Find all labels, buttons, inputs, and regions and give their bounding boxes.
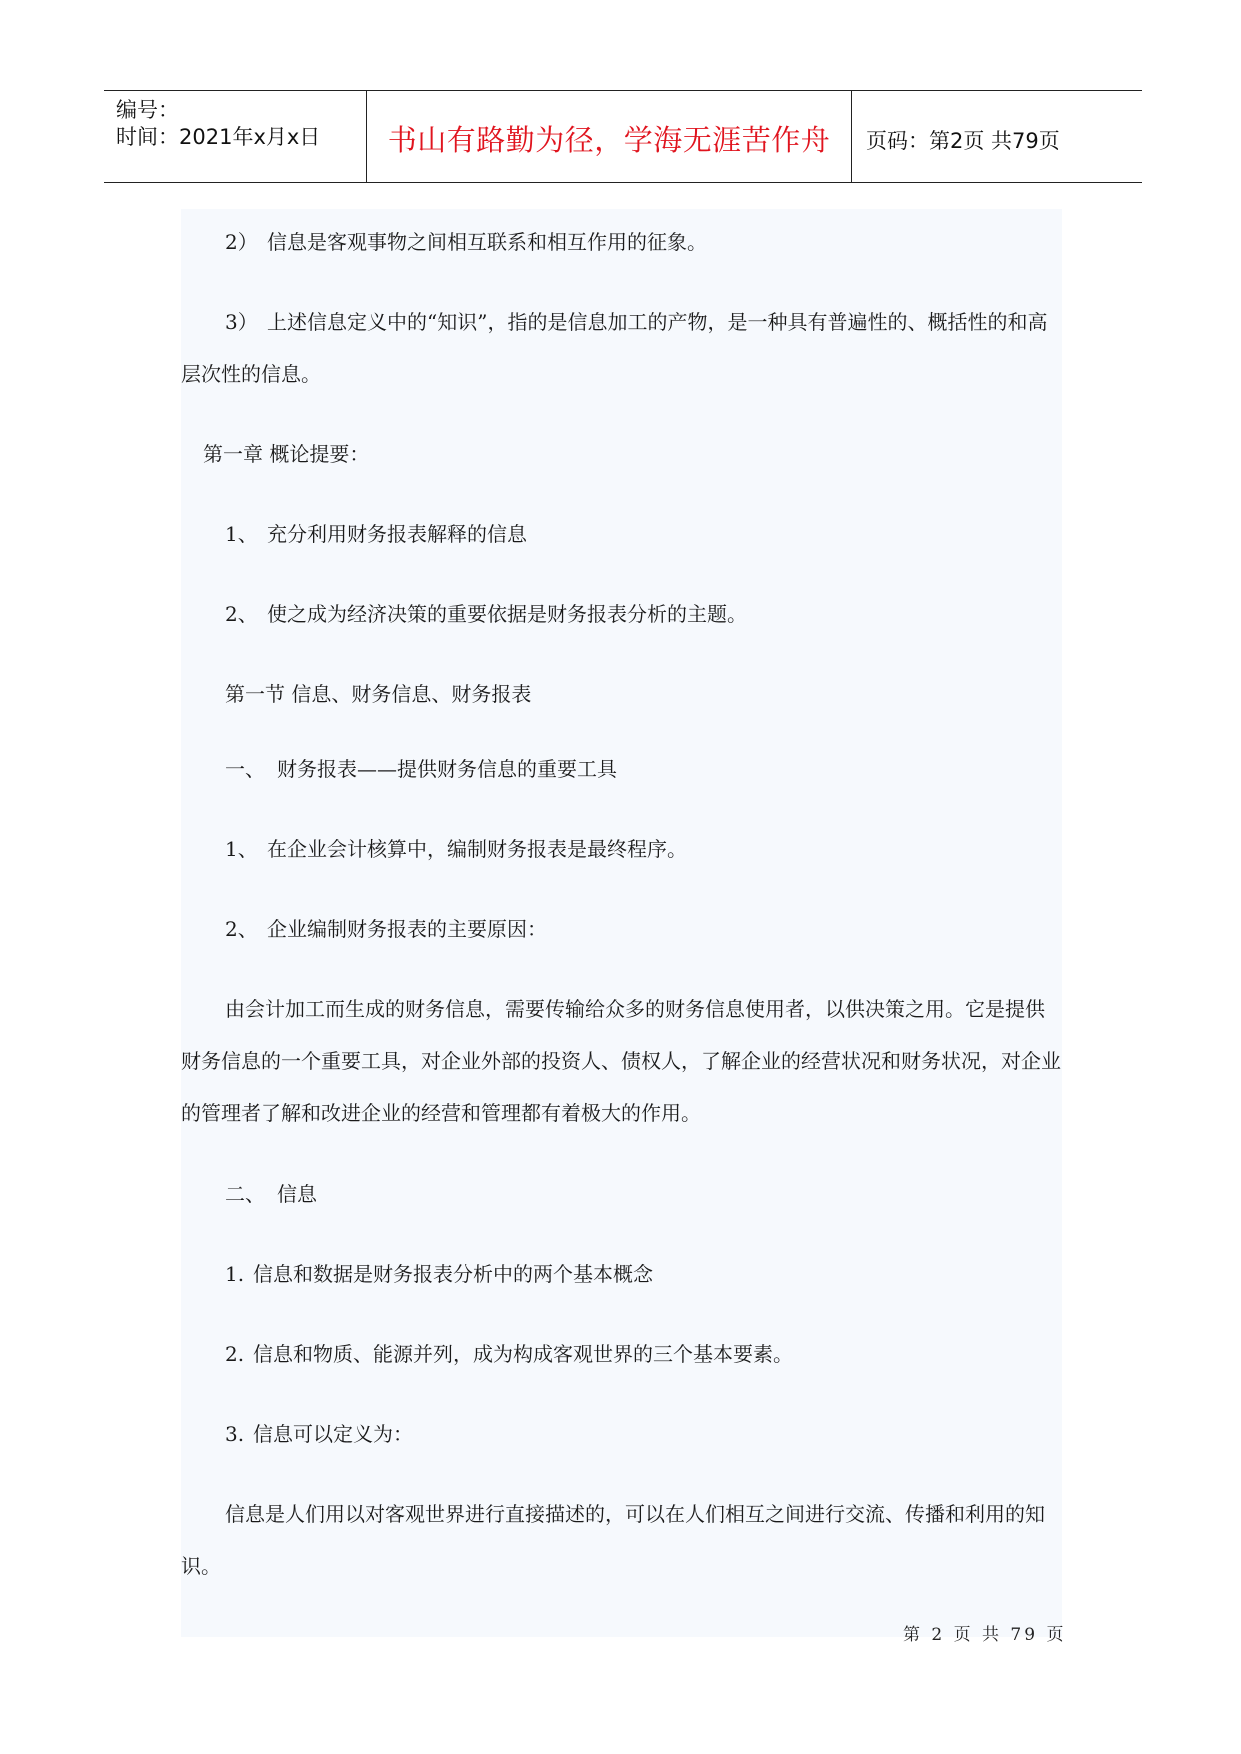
item-text: 第一节 信息、财务信息、财务报表 [225, 682, 532, 706]
header-left-cell [104, 91, 367, 182]
item-number: 2、 [225, 917, 258, 941]
item-text: 信息可以定义为： [253, 1422, 413, 1446]
serial-label: 编号： [116, 98, 179, 122]
header-right-cell [852, 91, 1142, 182]
item-number: 2. [225, 1342, 245, 1366]
item-text: 充分利用财务报表解释的信息 [267, 522, 527, 546]
item-number: 一、 [225, 757, 265, 781]
item-text: 信息是客观事物之间相互联系和相互作用的征象。 [267, 230, 707, 254]
page-footer: 第 2 页 共 79 页 [903, 1625, 1067, 1645]
item-number: 1. [225, 1262, 245, 1286]
motto-text: 书山有路勤为径，学海无涯苦作舟 [387, 123, 831, 157]
item-text: 上述信息定义中的“知识”，指的是信息加工的产物，是一种具有普遍性的、概括性的和高层次性的信息。 [181, 310, 1048, 386]
paragraph-5 [181, 588, 1062, 640]
paragraph-1 [181, 216, 1062, 268]
item-number: 2） [225, 230, 258, 254]
item-text: 信息是人们用以对客观世界进行直接描述的，可以在人们相互之间进行交流、传播和利用的知识。 [181, 1502, 1045, 1578]
item-text: 信息 [277, 1182, 317, 1206]
paragraph-13 [181, 1328, 1062, 1380]
item-number: 二、 [225, 1182, 265, 1206]
item-number: 1、 [225, 837, 258, 861]
paragraph-8 [181, 823, 1062, 875]
time-label: 时间：2021年x月x日 [116, 125, 321, 149]
item-number: 3. [225, 1422, 245, 1446]
section-heading [181, 668, 1062, 720]
item-text: 信息和数据是财务报表分析中的两个基本概念 [253, 1262, 653, 1286]
page-info: 页码：第2页 共79页 [866, 129, 1060, 153]
item-text: 使之成为经济决策的重要依据是财务报表分析的主题。 [267, 602, 747, 626]
paragraph-7 [181, 743, 1062, 795]
chapter-heading [181, 428, 1062, 480]
paragraph-14 [181, 1408, 1062, 1460]
item-text: 企业编制财务报表的主要原因： [267, 917, 547, 941]
paragraph-2 [181, 296, 1062, 400]
item-text: 在企业会计核算中，编制财务报表是最终程序。 [267, 837, 687, 861]
paragraph-12 [181, 1248, 1062, 1300]
item-text: 第一章 概论提要： [203, 442, 370, 466]
item-text: 财务报表——提供财务信息的重要工具 [277, 757, 617, 781]
paragraph-10 [181, 983, 1062, 1139]
header-center-cell [367, 91, 852, 182]
item-text: 由会计加工而生成的财务信息，需要传输给众多的财务信息使用者，以供决策之用。它是提供财务信息的一个重要工具，对企业外部的投资人、债权人，了解企业的经营状况和财务状况，对企业的管理者了解和改进企业的经营和管理都有着极大的作用。 [181, 997, 1061, 1125]
paragraph-4 [181, 508, 1062, 560]
item-number: 3） [225, 310, 258, 334]
paragraph-15 [181, 1488, 1062, 1592]
item-number: 1、 [225, 522, 258, 546]
item-text: 信息和物质、能源并列，成为构成客观世界的三个基本要素。 [253, 1342, 793, 1366]
paragraph-9 [181, 903, 1062, 955]
item-number: 2、 [225, 602, 258, 626]
document-header [104, 90, 1142, 183]
paragraph-11 [181, 1168, 1062, 1220]
